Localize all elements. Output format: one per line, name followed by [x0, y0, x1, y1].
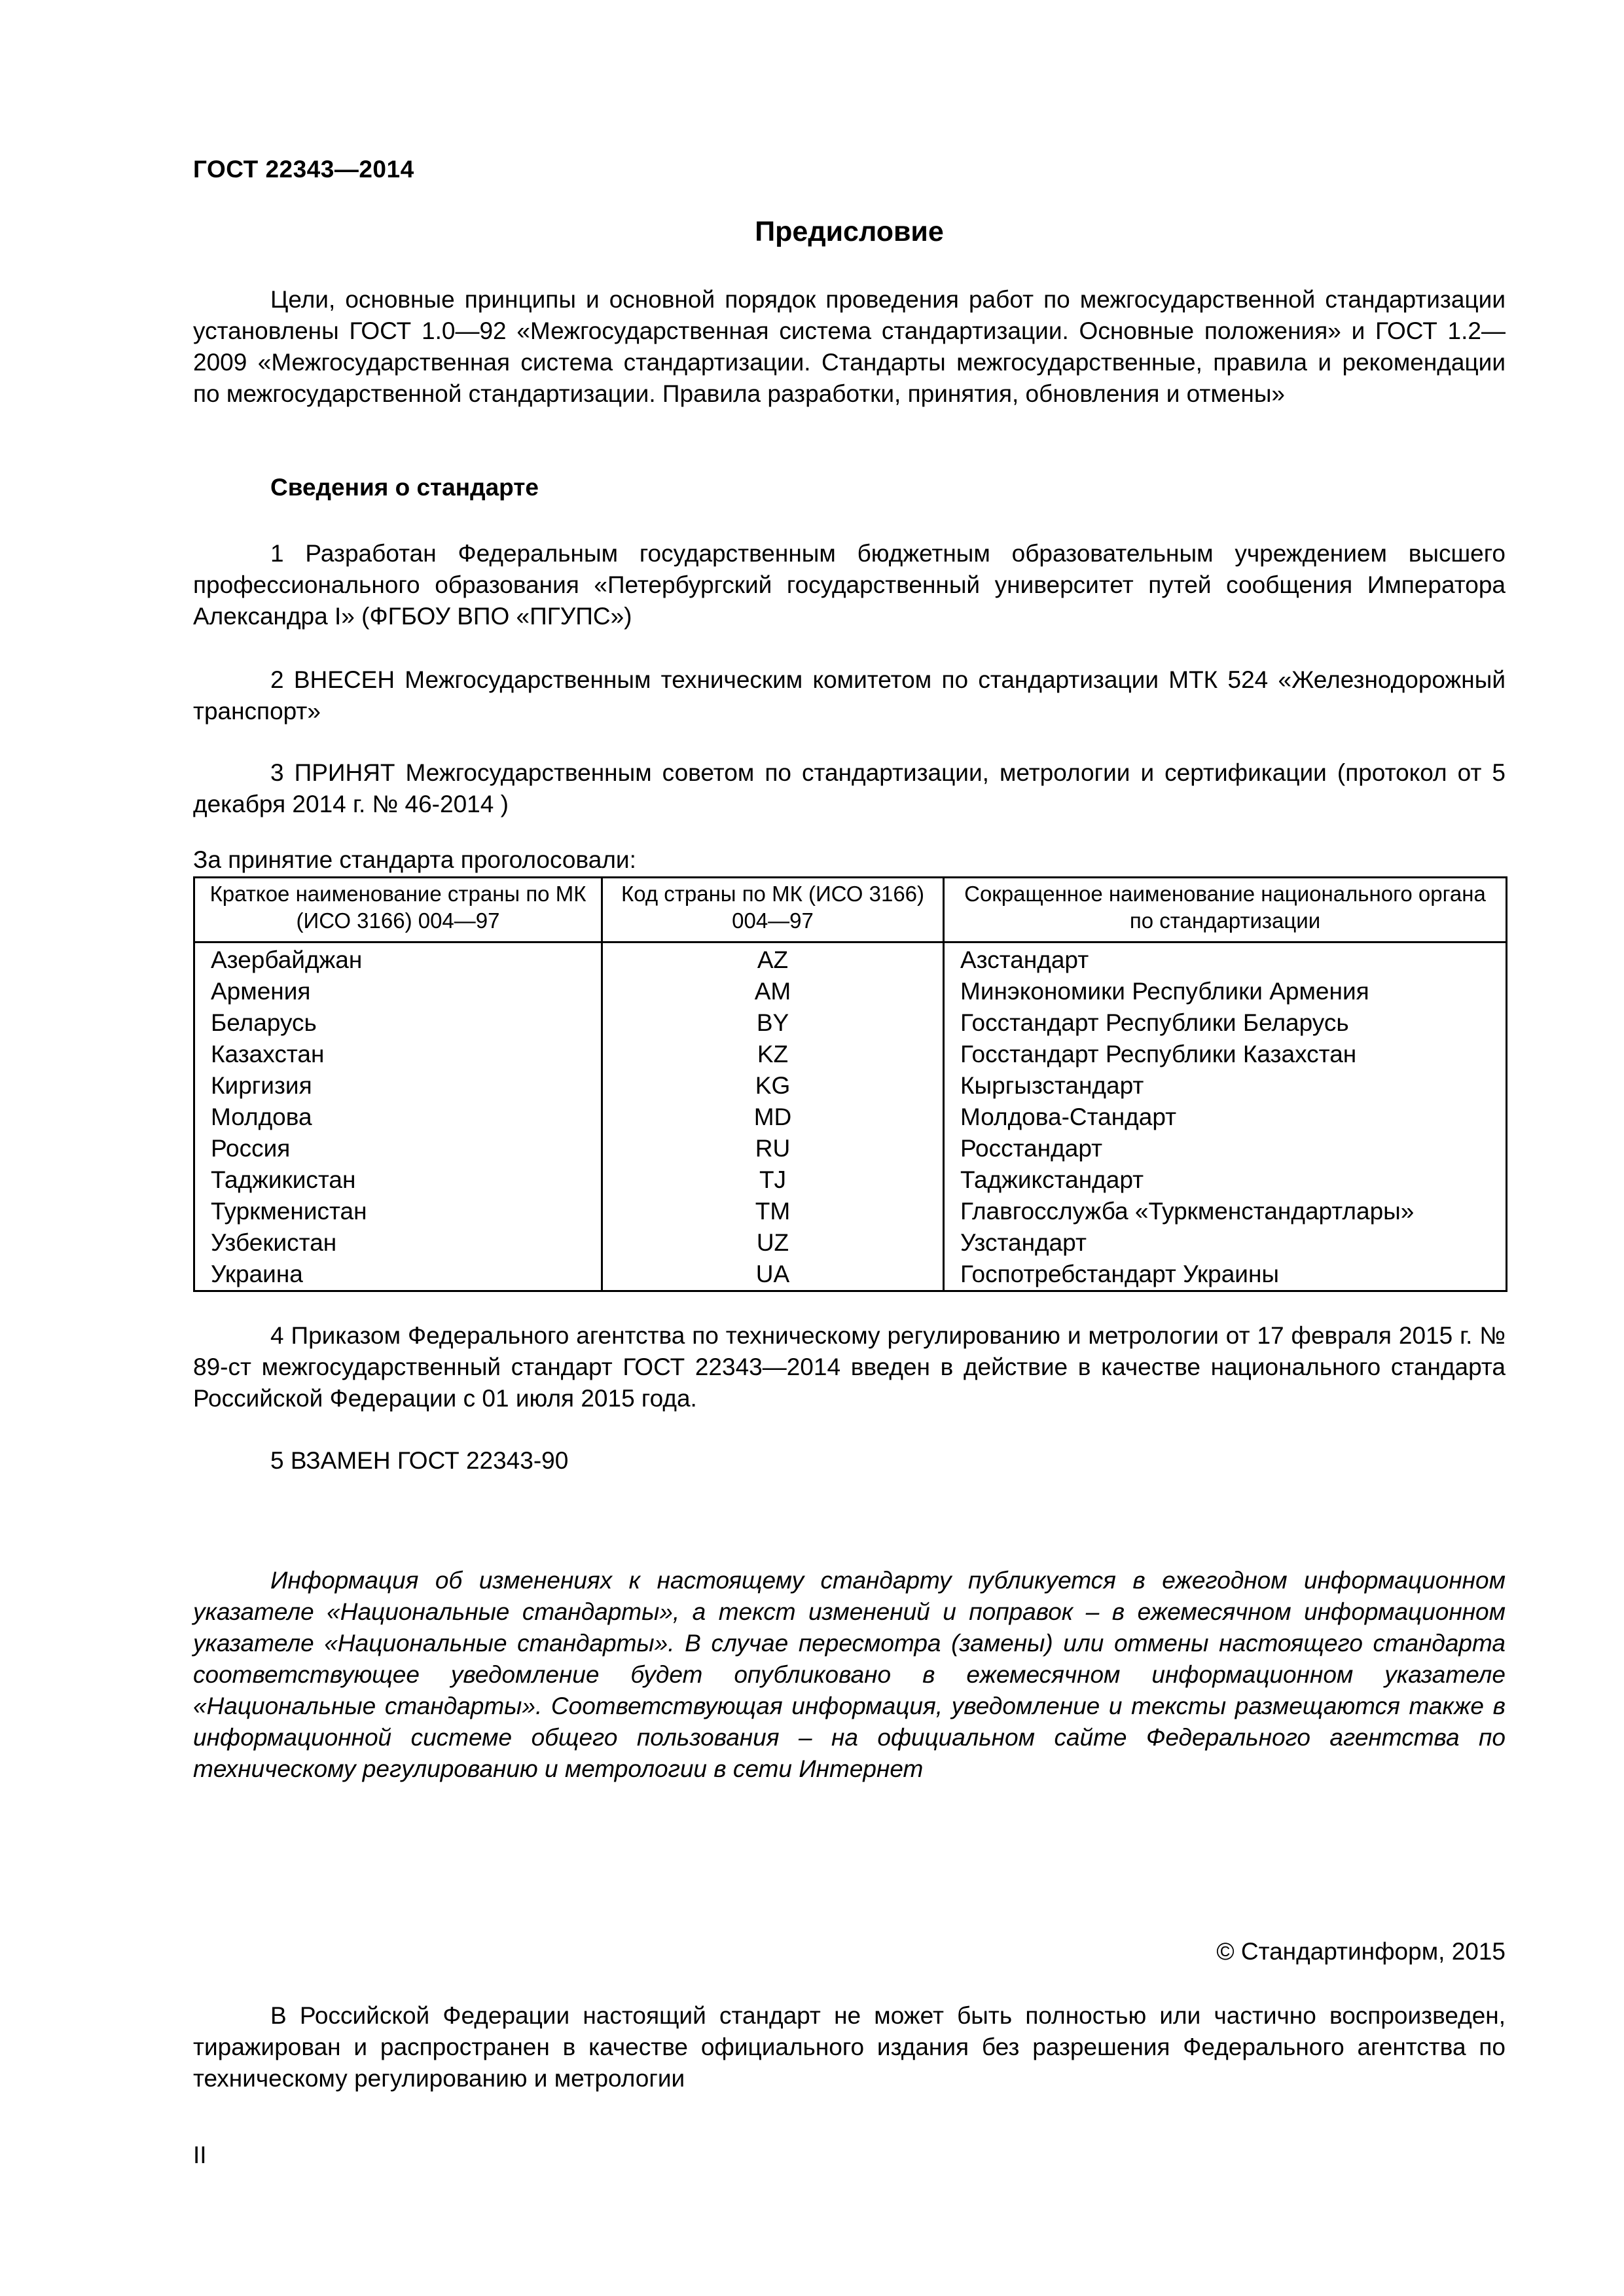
- copyright-notice: © Стандартинформ, 2015: [1216, 1938, 1506, 1965]
- body-cell: Госпотребстандарт Украины: [944, 1259, 1507, 1291]
- body-cell: Молдова-Стандарт: [944, 1102, 1507, 1133]
- country-cell: Россия: [194, 1133, 602, 1164]
- votes-table-header-row: [194, 878, 1507, 942]
- table-row: [194, 976, 1507, 1007]
- table-row: [194, 1070, 1507, 1102]
- body-cell: Узстандарт: [944, 1227, 1507, 1259]
- code-cell: MD: [602, 1102, 944, 1133]
- column-header-country: Краткое наименование страны по МК (ИСО 3166) 004—97: [194, 878, 602, 942]
- document-code-header: ГОСТ 22343—2014: [193, 156, 414, 183]
- country-cell: Молдова: [194, 1102, 602, 1133]
- votes-lead-text: За принятие стандарта проголосовали:: [193, 846, 636, 873]
- table-row: [194, 1227, 1507, 1259]
- column-header-body: Сокращенное наименование национального органа по стандартизации: [944, 878, 1507, 942]
- body-cell: Росстандарт: [944, 1133, 1507, 1164]
- code-cell: KG: [602, 1070, 944, 1102]
- info-item-1: 1 Разработан Федеральным государственным бюджетным образовательным учреждением высшего профессионального образования «Петербургский государственный университет путей сообщения Императора Александра I» (ФГБОУ ВПО «ПГУПС»): [193, 540, 1506, 630]
- body-cell: Кыргызстандарт: [944, 1070, 1507, 1102]
- page-number: II: [193, 2142, 207, 2168]
- standard-info-heading: Сведения о стандарте: [270, 474, 539, 501]
- changes-info-paragraph: Информация об изменениях к настоящему стандарту публикуется в ежегодном информационном указателе «Национальные стандарты», а текст изменений и поправок – в ежемесячном информационном указателе «Национальные стандарты». В случае пересмотра (замены) или отмены настоящего стандарта соответствующее уведомление будет опубликовано в ежемесячном информационном указателе «Национальные стандарты». Соответствующая информация, уведомление и тексты размещаются также в информационной системе общего пользования – на официальном сайте Федерального агентства по техническому регулированию и метрологии в сети Интернет: [193, 1567, 1506, 1782]
- info-item-4: 4 Приказом Федерального агентства по техническому регулированию и метрологии от 17 февраля 2015 г. № 89-ст межгосударственный стандарт ГОСТ 22343—2014 введен в действие в качестве национального стандарта Российской Федерации с 01 июля 2015 года.: [193, 1322, 1506, 1412]
- body-cell: Главгосслужба «Туркменстандартлары»: [944, 1196, 1507, 1227]
- code-cell: UA: [602, 1259, 944, 1291]
- column-header-code: Код страны по МК (ИСО 3166) 004—97: [602, 878, 944, 942]
- code-cell: KZ: [602, 1039, 944, 1070]
- table-row: [194, 942, 1507, 977]
- intro-paragraph: Цели, основные принципы и основной порядок проведения работ по межгосударственной стандартизации установлены ГОСТ 1.0—92 «Межгосударственная система стандартизации. Основные положения» и ГОСТ 1.2—2009 «Межгосударственная система стандартизации. Стандарты межгосударственные, правила и рекомендации по межгосударственной стандартизации. Правила разработки, принятия, обновления и отмены»: [193, 286, 1506, 407]
- info-item-2: 2 ВНЕСЕН Межгосударственным техническим комитетом по стандартизации МТК 524 «Железнодорожный транспорт»: [193, 666, 1506, 725]
- reproduction-notice: В Российской Федерации настоящий стандарт не может быть полностью или частично воспроизведен, тиражирован и распространен в качестве официального издания без разрешения Федерального агентства по техническому регулированию и метрологии: [193, 2002, 1506, 2092]
- body-cell: Минэкономики Республики Армения: [944, 976, 1507, 1007]
- code-cell: TJ: [602, 1164, 944, 1196]
- document-page: [193, 0, 1506, 2296]
- table-row: [194, 1133, 1507, 1164]
- country-cell: Армения: [194, 976, 602, 1007]
- country-cell: Беларусь: [194, 1007, 602, 1039]
- code-cell: AZ: [602, 942, 944, 977]
- page-title: Предисловие: [755, 216, 944, 247]
- code-cell: BY: [602, 1007, 944, 1039]
- table-row: [194, 1102, 1507, 1133]
- table-row: [194, 1259, 1507, 1291]
- body-cell: Таджикстандарт: [944, 1164, 1507, 1196]
- body-cell: Госстандарт Республики Казахстан: [944, 1039, 1507, 1070]
- country-cell: Узбекистан: [194, 1227, 602, 1259]
- country-cell: Киргизия: [194, 1070, 602, 1102]
- country-cell: Казахстан: [194, 1039, 602, 1070]
- votes-table: [193, 876, 1507, 1292]
- info-item-3: 3 ПРИНЯТ Межгосударственным советом по стандартизации, метрологии и сертификации (протокол от 5 декабря 2014 г. № 46-2014 ): [193, 759, 1506, 817]
- country-cell: Туркменистан: [194, 1196, 602, 1227]
- table-row: [194, 1007, 1507, 1039]
- table-row: [194, 1039, 1507, 1070]
- info-item-5: 5 ВЗАМЕН ГОСТ 22343-90: [270, 1447, 569, 1474]
- table-row: [194, 1164, 1507, 1196]
- body-cell: Азстандарт: [944, 942, 1507, 977]
- code-cell: UZ: [602, 1227, 944, 1259]
- country-cell: Азербайджан: [194, 942, 602, 977]
- code-cell: RU: [602, 1133, 944, 1164]
- code-cell: TM: [602, 1196, 944, 1227]
- code-cell: AM: [602, 976, 944, 1007]
- body-cell: Госстандарт Республики Беларусь: [944, 1007, 1507, 1039]
- table-row: [194, 1196, 1507, 1227]
- country-cell: Таджикистан: [194, 1164, 602, 1196]
- country-cell: Украина: [194, 1259, 602, 1291]
